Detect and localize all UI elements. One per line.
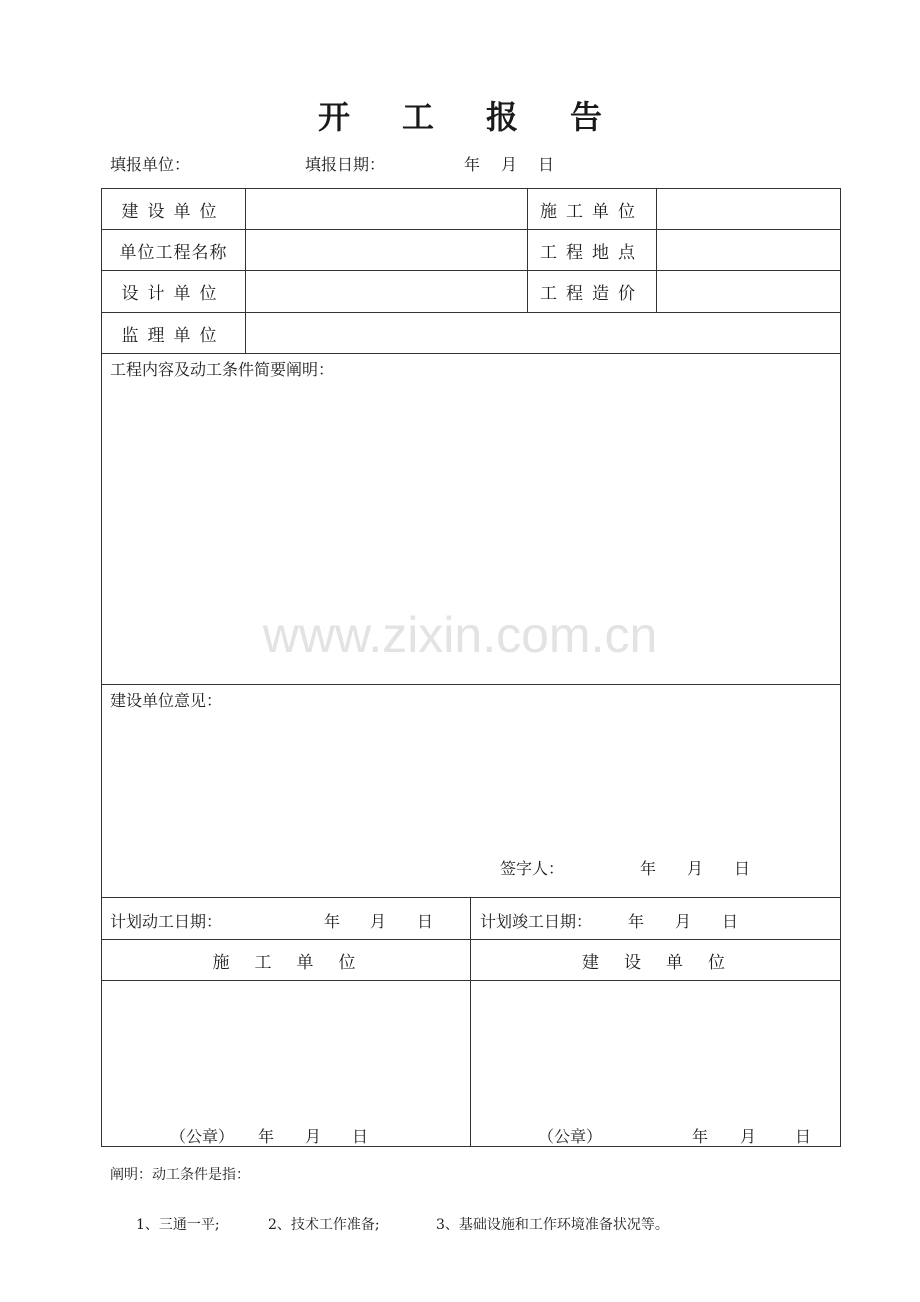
supervision-unit-label: 监理单位 [121, 325, 226, 346]
row-divider [101, 353, 841, 354]
page-title: 开工报告 [317, 98, 654, 136]
owner-seal-day: 日 [795, 1127, 812, 1146]
owner-seal-year: 年 [692, 1127, 709, 1146]
planned-start-label: 计划动工日期： [110, 912, 223, 931]
bottom-construction-label: 施 工 单 位 [212, 952, 360, 973]
design-unit-field[interactable] [246, 271, 527, 312]
construction-unit-label: 施工单位 [540, 201, 644, 222]
owner-unit-label: 建设单位 [121, 201, 226, 222]
bottom-owner-label: 建 设 单 位 [582, 952, 729, 973]
planned-finish-day: 日 [722, 912, 739, 931]
fill-date-label: 填报日期： [305, 155, 386, 174]
project-name-label: 单位工程名称 [119, 242, 228, 263]
design-unit-label: 设计单位 [121, 284, 226, 304]
fill-date-month: 月 [501, 155, 518, 174]
signer-label: 签字人： [500, 859, 565, 878]
notes-item-1: 1、三通一平; [136, 1217, 220, 1233]
owner-opinion-field[interactable] [102, 712, 840, 852]
project-cost-label: 工程造价 [540, 284, 644, 304]
owner-seal-month: 月 [740, 1127, 757, 1146]
owner-opinion-label: 建设单位意见： [110, 691, 223, 710]
construction-seal-year: 年 [258, 1127, 275, 1146]
table-border-right [840, 188, 841, 1147]
construction-unit-field[interactable] [657, 189, 840, 229]
notes-item-3: 3、基础设施和工作环境准备状况等。 [436, 1217, 669, 1233]
owner-unit-field[interactable] [246, 189, 527, 229]
fill-date-year: 年 [464, 155, 481, 174]
project-location-field[interactable] [657, 230, 840, 270]
owner-seal-area[interactable] [471, 981, 840, 1121]
content-label: 工程内容及动工条件简要阐明： [110, 360, 335, 379]
watermark: www.zixin.com.cn [262, 607, 658, 663]
construction-seal-month: 月 [305, 1127, 322, 1146]
planned-finish-month: 月 [675, 912, 692, 931]
planned-finish-year: 年 [628, 912, 645, 931]
project-location-label: 工程地点 [540, 242, 644, 263]
notes-item-2: 2、技术工作准备; [268, 1217, 380, 1233]
planned-start-year: 年 [324, 912, 341, 931]
project-name-field[interactable] [246, 230, 527, 270]
project-cost-field[interactable] [657, 271, 840, 312]
supervision-unit-field[interactable] [246, 313, 840, 353]
planned-start-month: 月 [370, 912, 387, 931]
signer-day: 日 [734, 859, 751, 878]
construction-seal-day: 日 [352, 1127, 369, 1146]
fill-unit-label: 填报单位： [110, 155, 191, 174]
notes-intro: 阐明：动工条件是指： [110, 1167, 250, 1183]
row-divider [101, 897, 841, 898]
signer-year: 年 [640, 859, 657, 878]
signer-month: 月 [687, 859, 704, 878]
planned-start-day: 日 [417, 912, 434, 931]
construction-seal-label: （公章） [170, 1127, 235, 1146]
planned-finish-label: 计划竣工日期： [480, 912, 593, 931]
construction-seal-area[interactable] [102, 981, 470, 1121]
fill-date-day: 日 [538, 155, 555, 174]
owner-seal-label: （公章） [538, 1127, 603, 1146]
row-divider [101, 684, 841, 685]
